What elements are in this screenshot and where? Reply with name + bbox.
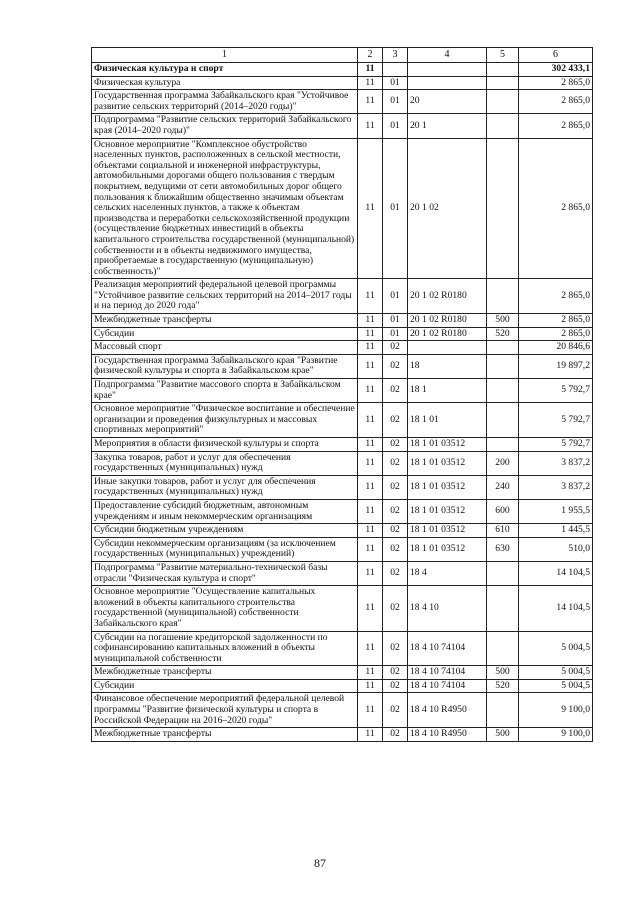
section-code-cell: 11: [358, 354, 383, 378]
target-article-cell: [408, 341, 487, 355]
target-article-cell: 18 4 10 R4950: [408, 693, 487, 728]
section-code-cell: 11: [358, 279, 383, 314]
expense-type-cell: [487, 114, 519, 138]
table-row: [92, 586, 593, 631]
subsection-code-cell: [383, 63, 408, 77]
table-row: [92, 631, 593, 666]
row-name-cell: Мероприятия в области физической культуры и спорта: [92, 438, 358, 452]
expense-type-cell: [487, 631, 519, 666]
row-name-cell: Межбюджетные трансферты: [92, 314, 358, 328]
amount-cell: 3 837,2: [519, 475, 593, 499]
subsection-code-cell: 01: [383, 279, 408, 314]
expense-type-cell: [487, 379, 519, 403]
target-article-cell: 18: [408, 354, 487, 378]
row-name-cell: Подпрограмма "Развитие массового спорта в Забайкальском крае": [92, 379, 358, 403]
section-code-cell: 11: [358, 138, 383, 279]
row-name-cell: Предоставление субсидий бюджетным, автономным учреждениям и иным некоммерческим организациям: [92, 499, 358, 523]
subsection-code-cell: 01: [383, 327, 408, 341]
target-article-cell: 18 1 01 03512: [408, 499, 487, 523]
section-code-cell: 11: [358, 679, 383, 693]
table-row: [92, 561, 593, 585]
table-row: [92, 114, 593, 138]
row-name-cell: Физическая культура: [92, 76, 358, 90]
section-code-cell: 11: [358, 561, 383, 585]
expense-type-cell: [487, 138, 519, 279]
target-article-cell: 18 1 01 03512: [408, 451, 487, 475]
target-article-cell: 18 1: [408, 379, 487, 403]
amount-cell: 2 865,0: [519, 90, 593, 114]
section-code-cell: 11: [358, 114, 383, 138]
subsection-code-cell: 02: [383, 524, 408, 538]
target-article-cell: 20 1 02 R0180: [408, 327, 487, 341]
row-name-cell: Субсидии: [92, 327, 358, 341]
header-cell: 3: [383, 48, 408, 63]
target-article-cell: 18 1 01: [408, 403, 487, 438]
amount-cell: 5 792,7: [519, 438, 593, 452]
expense-type-cell: 200: [487, 451, 519, 475]
amount-cell: 9 100,0: [519, 728, 593, 742]
section-code-cell: 11: [358, 631, 383, 666]
subsection-code-cell: 02: [383, 438, 408, 452]
table-row: [92, 379, 593, 403]
table-row: [92, 138, 593, 279]
subsection-code-cell: 02: [383, 403, 408, 438]
expense-type-cell: 240: [487, 475, 519, 499]
target-article-cell: 18 4 10 R4950: [408, 728, 487, 742]
table-row: [92, 693, 593, 728]
section-code-cell: 11: [358, 451, 383, 475]
target-article-cell: 18 1 01 03512: [408, 524, 487, 538]
header-cell: 5: [487, 48, 519, 63]
table-row: [92, 451, 593, 475]
expense-type-cell: [487, 403, 519, 438]
header-cell: 1: [92, 48, 358, 63]
amount-cell: 302 433,1: [519, 63, 593, 77]
amount-cell: 2 865,0: [519, 279, 593, 314]
expense-type-cell: [487, 341, 519, 355]
row-name-cell: Государственная программа Забайкальского края "Развитие физической культуры и спорта в Забайкальском крае": [92, 354, 358, 378]
section-code-cell: 11: [358, 327, 383, 341]
target-article-cell: 20 1 02 R0180: [408, 279, 487, 314]
row-name-cell: Основное мероприятие "Физическое воспитание и обеспечение организации и проведения физкультурных и массовых спортивных мероприятий": [92, 403, 358, 438]
section-code-cell: 11: [358, 666, 383, 680]
amount-cell: 2 865,0: [519, 314, 593, 328]
subsection-code-cell: 02: [383, 341, 408, 355]
expense-type-cell: [487, 63, 519, 77]
expense-type-cell: [487, 693, 519, 728]
section-code-cell: 11: [358, 341, 383, 355]
table-row: [92, 279, 593, 314]
amount-cell: 5 004,5: [519, 666, 593, 680]
table-row: [92, 90, 593, 114]
section-code-cell: 11: [358, 76, 383, 90]
amount-cell: 2 865,0: [519, 114, 593, 138]
amount-cell: 5 792,7: [519, 379, 593, 403]
row-name-cell: Реализация мероприятий федеральной целевой программы "Устойчивое развитие сельских территорий на 2014–2017 годы и на период до 2020 года": [92, 279, 358, 314]
expense-type-cell: 520: [487, 327, 519, 341]
expense-type-cell: [487, 561, 519, 585]
amount-cell: 1 955,5: [519, 499, 593, 523]
expense-type-cell: 500: [487, 314, 519, 328]
target-article-cell: 18 4 10 74104: [408, 631, 487, 666]
row-name-cell: Государственная программа Забайкальского края "Устойчивое развитие сельских территорий (2014–2020 годы)": [92, 90, 358, 114]
expense-type-cell: [487, 279, 519, 314]
row-name-cell: Субсидии: [92, 679, 358, 693]
amount-cell: 1 445,5: [519, 524, 593, 538]
header-cell: 2: [358, 48, 383, 63]
subsection-code-cell: 01: [383, 114, 408, 138]
target-article-cell: [408, 76, 487, 90]
subsection-code-cell: 01: [383, 314, 408, 328]
budget-table: [91, 47, 593, 742]
target-article-cell: 18 4 10: [408, 586, 487, 631]
expense-type-cell: [487, 586, 519, 631]
section-code-cell: 11: [358, 90, 383, 114]
subsection-code-cell: 02: [383, 499, 408, 523]
expense-type-cell: 600: [487, 499, 519, 523]
expense-type-cell: 610: [487, 524, 519, 538]
table-row: [92, 63, 593, 77]
row-name-cell: Закупка товаров, работ и услуг для обеспечения государственных (муниципальных) нужд: [92, 451, 358, 475]
table-row: [92, 524, 593, 538]
table-row: [92, 679, 593, 693]
expense-type-cell: 500: [487, 728, 519, 742]
section-code-cell: 11: [358, 693, 383, 728]
amount-cell: 2 865,0: [519, 327, 593, 341]
section-code-cell: 11: [358, 63, 383, 77]
target-article-cell: [408, 63, 487, 77]
budget-table-body: [92, 48, 593, 742]
table-row: [92, 666, 593, 680]
subsection-code-cell: 02: [383, 475, 408, 499]
subsection-code-cell: 01: [383, 138, 408, 279]
amount-cell: 2 865,0: [519, 76, 593, 90]
section-code-cell: 11: [358, 438, 383, 452]
row-name-cell: Финансовое обеспечение мероприятий федеральной целевой программы "Развитие физической культуры и спорта в Российской Федерации на 2016–2020 годы": [92, 693, 358, 728]
subsection-code-cell: 02: [383, 379, 408, 403]
amount-cell: 19 897,2: [519, 354, 593, 378]
section-code-cell: 11: [358, 314, 383, 328]
amount-cell: 5 004,5: [519, 679, 593, 693]
amount-cell: 14 104,5: [519, 586, 593, 631]
section-code-cell: 11: [358, 379, 383, 403]
table-header-row: [92, 48, 593, 63]
subsection-code-cell: 01: [383, 90, 408, 114]
subsection-code-cell: 02: [383, 354, 408, 378]
subsection-code-cell: 02: [383, 451, 408, 475]
amount-cell: 9 100,0: [519, 693, 593, 728]
section-code-cell: 11: [358, 475, 383, 499]
section-code-cell: 11: [358, 403, 383, 438]
section-code-cell: 11: [358, 524, 383, 538]
target-article-cell: 20: [408, 90, 487, 114]
subsection-code-cell: 02: [383, 728, 408, 742]
subsection-code-cell: 02: [383, 586, 408, 631]
target-article-cell: 18 4 10 74104: [408, 679, 487, 693]
expense-type-cell: [487, 438, 519, 452]
row-name-cell: Межбюджетные трансферты: [92, 666, 358, 680]
row-name-cell: Субсидии бюджетным учреждениям: [92, 524, 358, 538]
row-name-cell: Межбюджетные трансферты: [92, 728, 358, 742]
expense-type-cell: 630: [487, 537, 519, 561]
table-row: [92, 438, 593, 452]
row-name-cell: Массовый спорт: [92, 341, 358, 355]
subsection-code-cell: 02: [383, 631, 408, 666]
table-row: [92, 76, 593, 90]
table-row: [92, 327, 593, 341]
section-code-cell: 11: [358, 537, 383, 561]
page-number: 87: [314, 856, 326, 870]
subsection-code-cell: 02: [383, 679, 408, 693]
amount-cell: 5 004,5: [519, 631, 593, 666]
amount-cell: 2 865,0: [519, 138, 593, 279]
row-name-cell: Основное мероприятие "Комплексное обустройство населенных пунктов, расположенных в сельской местности, объектами социальной и инженерной инфраструктуры, автомобильными дорогами общего пользования с твердым покрытием, ведущими от сети автомобильных дорог общего пользования к ближайшим общественно значимым объектам сельских населенных пунктов, а также к объектам производства и переработки сельскохозяйственной продукции (осуществление бюджетных инвестиций в объекты капитального строительства государственной (муниципальной) собственности и в объекты недвижимого имущества, приобретаемые в государственную (муниципальную) собственность)": [92, 138, 358, 279]
table-row: [92, 728, 593, 742]
section-code-cell: 11: [358, 586, 383, 631]
row-name-cell: Субсидии некоммерческим организациям (за исключением государственных (муниципальных) учреждений): [92, 537, 358, 561]
table-row: [92, 537, 593, 561]
amount-cell: 20 846,6: [519, 341, 593, 355]
target-article-cell: 18 1 01 03512: [408, 475, 487, 499]
expense-type-cell: [487, 354, 519, 378]
amount-cell: 3 837,2: [519, 451, 593, 475]
target-article-cell: 20 1 02: [408, 138, 487, 279]
subsection-code-cell: 01: [383, 76, 408, 90]
section-code-cell: 11: [358, 728, 383, 742]
table-row: [92, 314, 593, 328]
target-article-cell: 20 1: [408, 114, 487, 138]
row-name-cell: Субсидии на погашение кредиторской задолженности по софинансированию капитальных вложений в объекты муниципальной собственности: [92, 631, 358, 666]
amount-cell: 510,0: [519, 537, 593, 561]
section-code-cell: 11: [358, 499, 383, 523]
subsection-code-cell: 02: [383, 537, 408, 561]
table-row: [92, 341, 593, 355]
subsection-code-cell: 02: [383, 693, 408, 728]
target-article-cell: 18 1 01 03512: [408, 537, 487, 561]
amount-cell: 14 104,5: [519, 561, 593, 585]
row-name-cell: Иные закупки товаров, работ и услуг для обеспечения государственных (муниципальных) нужд: [92, 475, 358, 499]
row-name-cell: Физическая культура и спорт: [92, 63, 358, 77]
expense-type-cell: 500: [487, 666, 519, 680]
table-row: [92, 499, 593, 523]
table-row: [92, 475, 593, 499]
header-cell: 6: [519, 48, 593, 63]
table-row: [92, 403, 593, 438]
target-article-cell: 18 4 10 74104: [408, 666, 487, 680]
row-name-cell: Подпрограмма "Развитие материально-технической базы отрасли "Физическая культура и спорт": [92, 561, 358, 585]
subsection-code-cell: 02: [383, 666, 408, 680]
target-article-cell: 20 1 02 R0180: [408, 314, 487, 328]
table-row: [92, 354, 593, 378]
expense-type-cell: 520: [487, 679, 519, 693]
expense-type-cell: [487, 90, 519, 114]
row-name-cell: Подпрограмма "Развитие сельских территорий Забайкальского края (2014–2020 годы)": [92, 114, 358, 138]
header-cell: 4: [408, 48, 487, 63]
expense-type-cell: [487, 76, 519, 90]
target-article-cell: 18 1 01 03512: [408, 438, 487, 452]
target-article-cell: 18 4: [408, 561, 487, 585]
row-name-cell: Основное мероприятие "Осуществление капитальных вложений в объекты капитального строительства государственной (муниципальной) собственности Забайкальского края": [92, 586, 358, 631]
subsection-code-cell: 02: [383, 561, 408, 585]
amount-cell: 5 792,7: [519, 403, 593, 438]
